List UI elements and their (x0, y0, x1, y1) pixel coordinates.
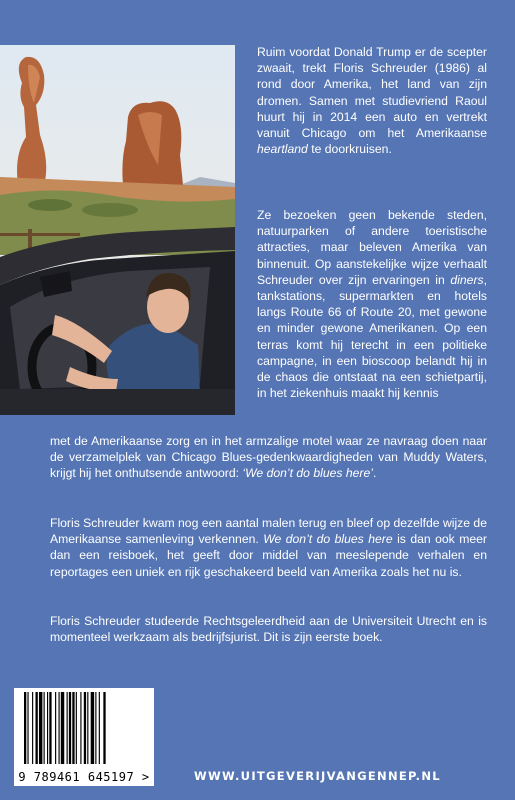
barcode-bar (103, 692, 105, 764)
book-description-paragraph: Floris Schreuder kwam nog een aantal malen terug en bleef op dezelfde wijze de Amerikaanse samenleving verkennen. We don’t do blues here is dan ook meer dan een reisboek, het geeft door middel van meeslepende verhalen en reportages een uniek en rijk geschakeerd beeld van Amerika zoals het nu is. (50, 516, 487, 579)
barcode-bar (99, 692, 100, 764)
intro-paragraph: Ruim voordat Donald Trump er de scepter zwaait, trekt Floris Schreuder (1986) al rond door Amerika, het land van zijn dromen. Samen met studievriend Raoul huurt hij in 2014 een auto en vertrekt vanuit Chicago om het Amerikaanse heartland te doorkruisen. (257, 45, 487, 157)
barcode-bar (32, 692, 33, 764)
isbn-barcode (14, 688, 154, 786)
cover-photo (0, 45, 235, 415)
barcode-bar (76, 692, 77, 764)
barcode-bar (67, 692, 68, 764)
barcode-bar (72, 692, 74, 764)
barcode-bar (91, 692, 94, 764)
publisher-url: WWW.UITGEVERIJVANGENNEP.NL (194, 769, 441, 783)
barcode-bar (95, 692, 96, 764)
body-paragraph-column: Ze bezoeken geen bekende steden, natuurparken of andere toeristische attracties, maar beleven Amerika van binnenuit. Op aanstekelijke wijze verhaalt Schreuder over zijn ervaringen in diners, tankstations, supermarkten en hotels langs Route 66 of Route 20, met gewone en minder gewone Amerikanen. Op een terras komt hij terecht in een politieke campagne, in een bioscoop belandt hij in de chaos die ontstaat na een schietpartij, in het ziekenhuis maakt hij kennis (257, 208, 487, 401)
photo-illustration (0, 45, 235, 415)
author-bio-paragraph: Floris Schreuder studeerde Rechtsgeleerdheid aan de Universiteit Utrecht en is momenteel werkzaam als bedrijfsjurist. Dit is zijn eerste boek. (50, 614, 487, 645)
barcode-bar (84, 692, 86, 764)
barcode-bar (36, 692, 38, 764)
barcode-bar (55, 692, 56, 764)
barcode-bar (27, 692, 28, 764)
barcode-bar (44, 692, 45, 764)
barcode-bar (39, 692, 42, 764)
barcode-bar (47, 692, 48, 764)
barcode-bar (59, 692, 60, 764)
barcode-bar (49, 692, 51, 764)
barcode-bar (69, 692, 71, 764)
barcode-bars (14, 688, 154, 768)
barcode-bar (87, 692, 88, 764)
body-paragraph-continued: met de Amerikaanse zorg en in het armzalige motel waar ze navraag doen naar de verzamelplek van Chicago Blues-gedenkwaardigheden van Muddy Waters, krijgt hij het onthutsende antwoord: ‘We don’t do blues here’. (50, 434, 487, 481)
barcode-bar (24, 692, 26, 764)
barcode-bar (80, 692, 81, 764)
barcode-bar (61, 692, 64, 764)
isbn-digits: 9 789461 645197 > (18, 770, 150, 784)
